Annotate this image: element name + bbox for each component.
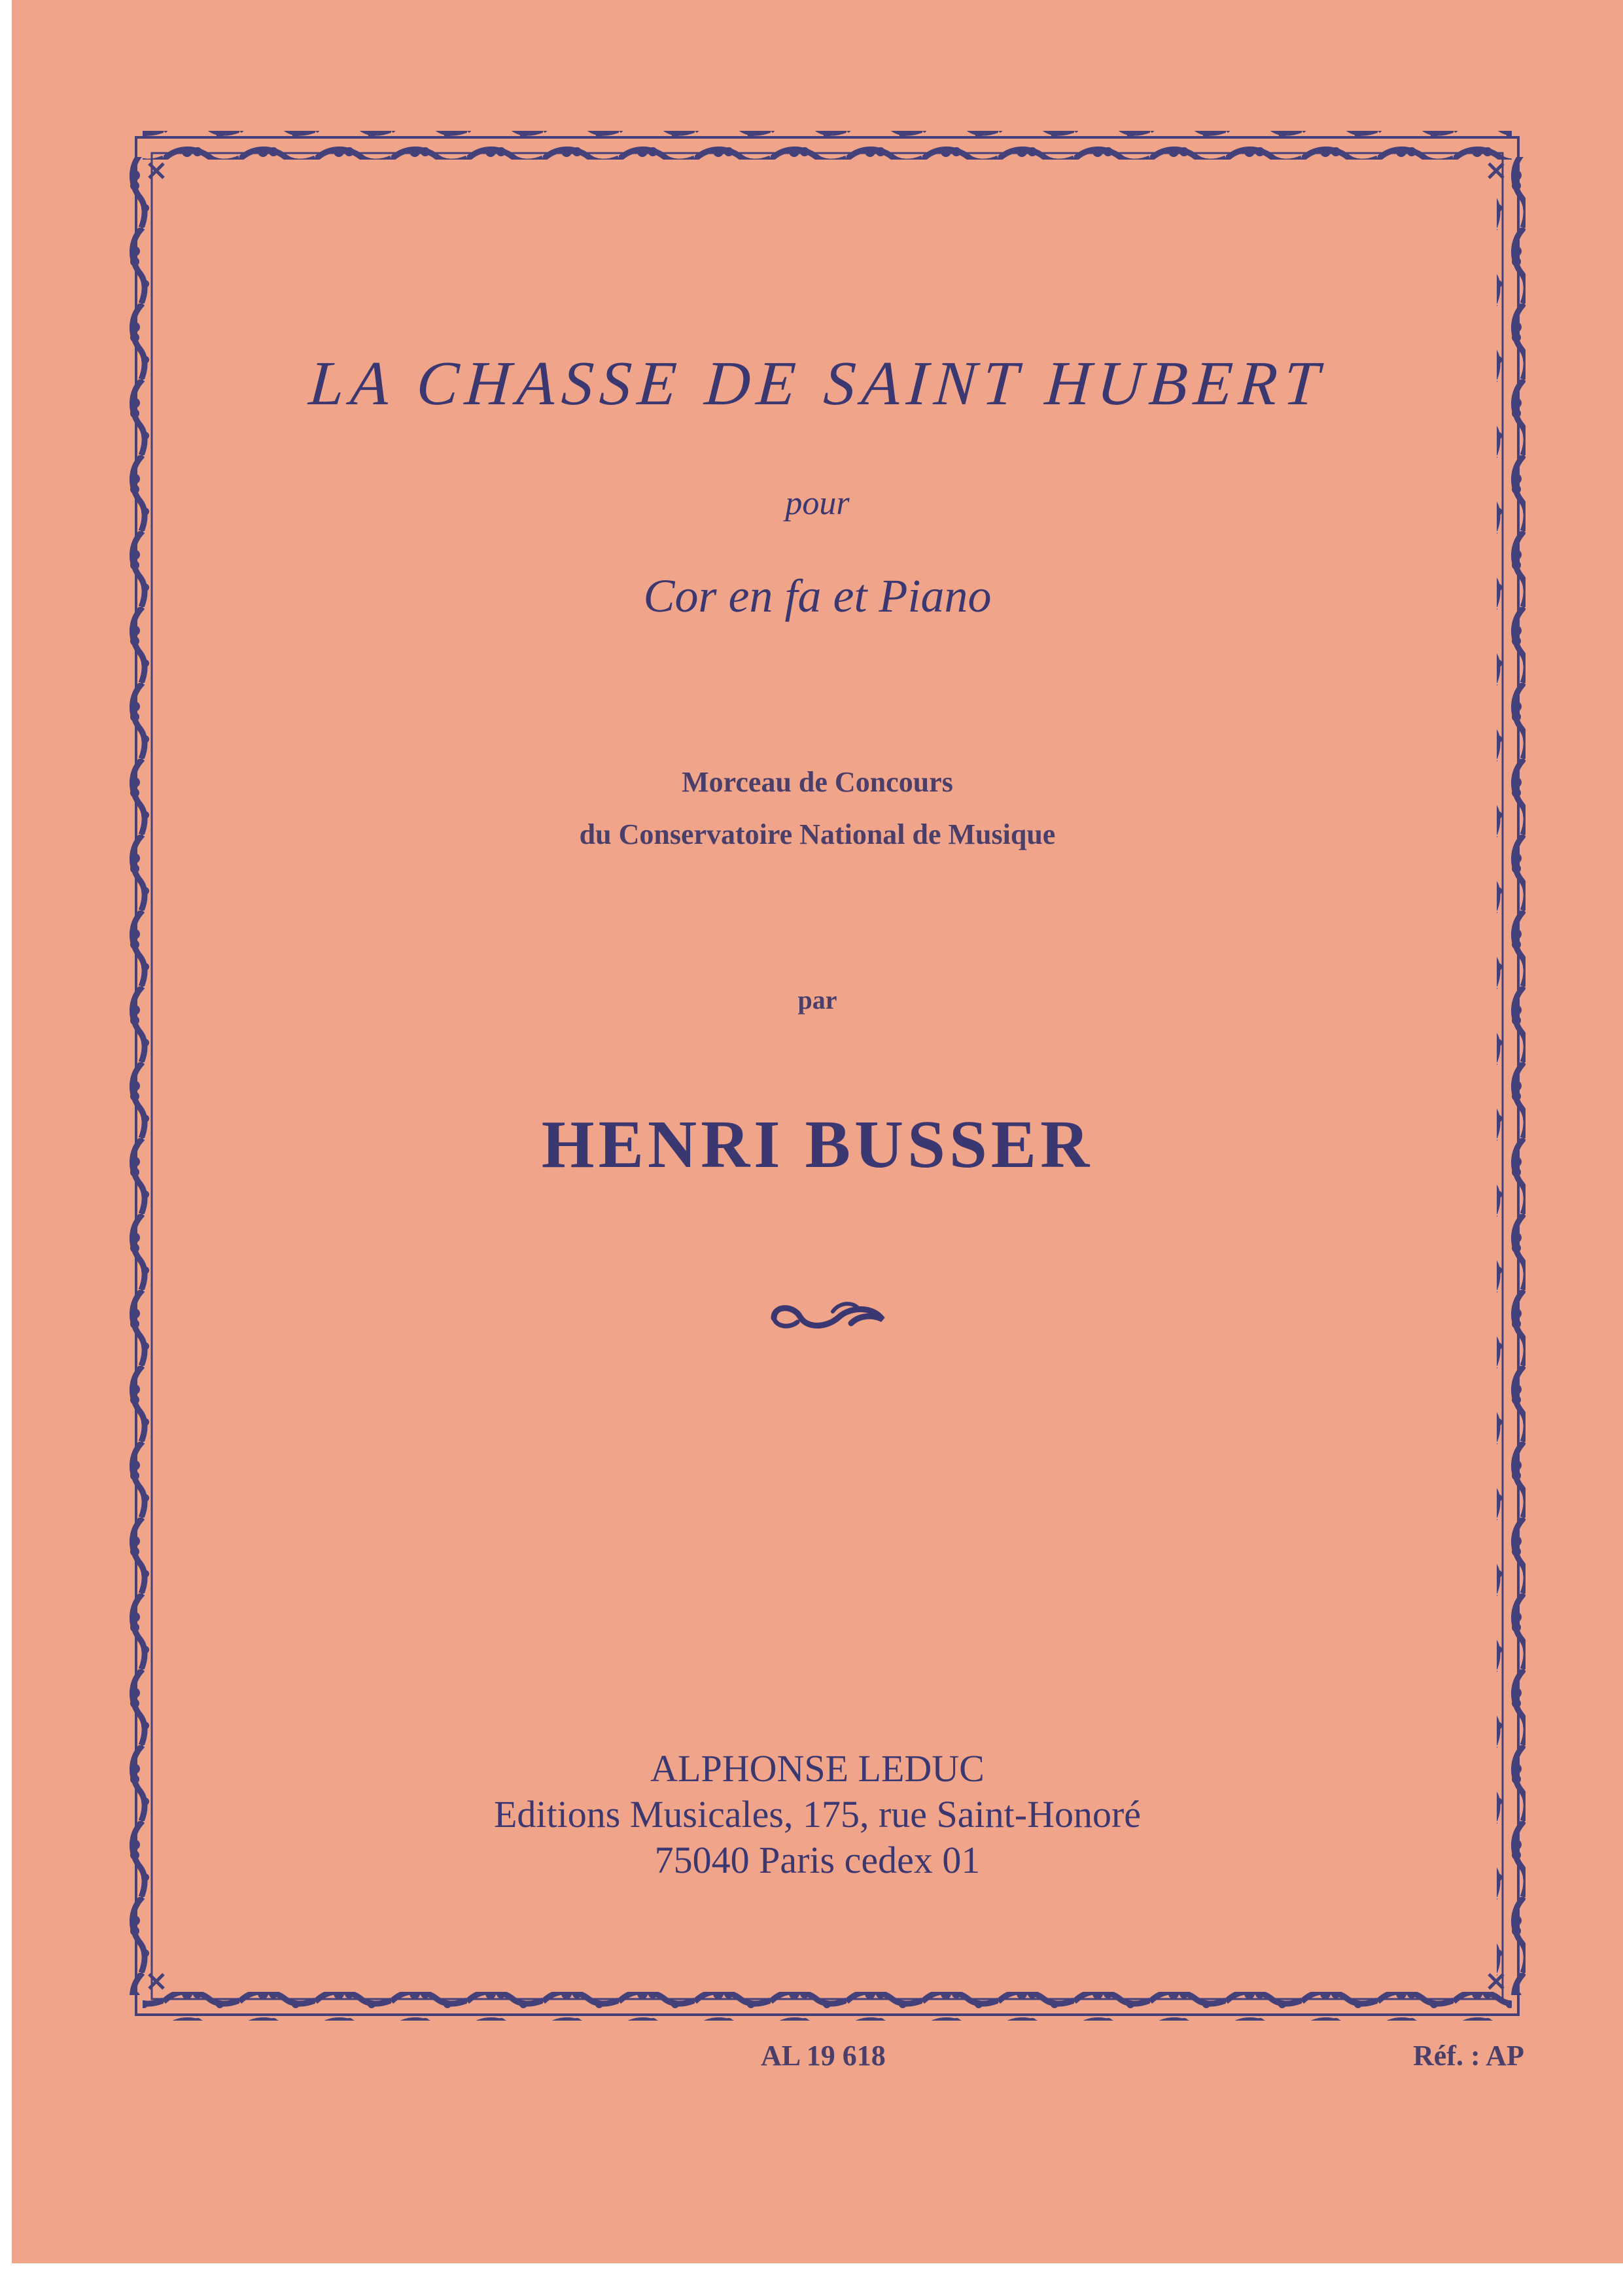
par-label: par	[797, 985, 837, 1015]
composer-name: HENRI BUSSER	[541, 1107, 1094, 1182]
subtitle-line-1: Morceau de Concours	[682, 766, 953, 798]
subtitle-line-2: du Conservatoire National de Musique	[579, 818, 1056, 850]
instrumentation: Cor en fa et Piano	[643, 570, 992, 622]
catalog-number: AL 19 618	[761, 2040, 886, 2072]
cover-sheet	[12, 0, 1623, 2263]
publisher-address-line-2: 75040 Paris cedex 01	[654, 1839, 981, 1881]
work-title: LA CHASSE DE SAINT HUBERT	[307, 348, 1328, 418]
pour-label: pour	[785, 485, 850, 522]
publisher-address-line-1: Editions Musicales, 175, rue Saint-Honoré	[493, 1793, 1142, 1835]
reference-code: Réf. : AP	[1413, 2040, 1524, 2072]
publisher-name: ALPHONSE LEDUC	[650, 1747, 985, 1790]
flourish-ornament-icon	[767, 1292, 892, 1338]
